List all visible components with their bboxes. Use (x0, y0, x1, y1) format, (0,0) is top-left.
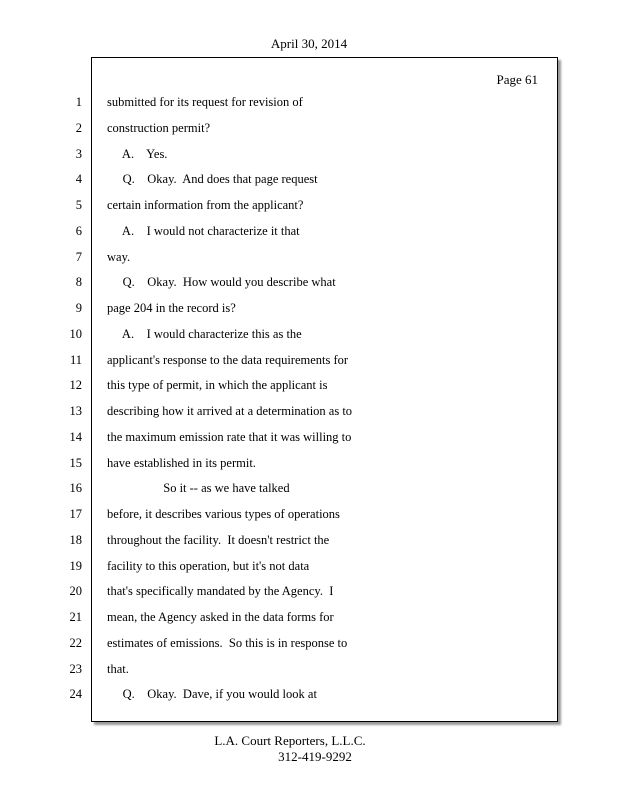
line-text: certain information from the applicant? (107, 198, 304, 212)
line-number: 13 (69, 404, 82, 418)
line-number: 20 (69, 584, 82, 598)
line-number: 16 (69, 481, 82, 495)
line-number: 17 (69, 507, 82, 521)
line-text: describing how it arrived at a determination as to (107, 404, 353, 418)
line-number: 22 (69, 636, 82, 650)
line-text: applicant's response to the data requirements for (107, 353, 349, 367)
line-number: 3 (75, 147, 82, 161)
line-number: 15 (69, 456, 82, 470)
line-text: have established in its permit. (107, 456, 256, 470)
page-number: Page 61 (496, 72, 538, 87)
line-text: A. I would not characterize it that (107, 224, 300, 238)
line-number: 1 (75, 95, 82, 109)
line-text: this type of permit, in which the applicant is (107, 378, 328, 392)
line-text: throughout the facility. It doesn't restrict the (107, 533, 330, 547)
line-text: A. I would characterize this as the (107, 327, 302, 341)
line-number: 8 (75, 275, 82, 289)
line-number: 9 (75, 301, 82, 315)
line-text: submitted for its request for revision of (107, 95, 303, 109)
line-text: mean, the Agency asked in the data forms for (107, 610, 334, 624)
line-text: that's specifically mandated by the Agency. I (107, 584, 334, 598)
line-number: 24 (69, 687, 82, 701)
line-number: 6 (75, 224, 82, 238)
line-number: 18 (69, 533, 82, 547)
line-text: Q. Okay. Dave, if you would look at (107, 687, 317, 701)
line-text: page 204 in the record is? (107, 301, 236, 315)
line-number: 23 (69, 662, 82, 676)
line-number: 11 (69, 353, 82, 367)
line-text: A. Yes. (107, 147, 168, 161)
line-text: Q. Okay. And does that page request (107, 172, 318, 186)
line-number: 4 (75, 172, 82, 186)
line-text: facility to this operation, but it's not data (107, 559, 310, 573)
line-number: 7 (75, 250, 82, 264)
court-reporter-firm: L.A. Court Reporters, L.L.C. (214, 733, 366, 748)
line-text: construction permit? (107, 121, 211, 135)
line-text: before, it describes various types of operations (107, 507, 340, 521)
line-text: Q. Okay. How would you describe what (107, 275, 336, 289)
line-number: 12 (69, 378, 82, 392)
line-text: the maximum emission rate that it was willing to (107, 430, 352, 444)
line-number: 5 (75, 198, 82, 212)
transcript-date: April 30, 2014 (270, 36, 348, 51)
line-number: 10 (69, 327, 82, 341)
line-number: 21 (69, 610, 82, 624)
line-text: So it -- as we have talked (107, 481, 290, 495)
line-text: estimates of emissions. So this is in response to (107, 636, 348, 650)
line-number: 14 (69, 430, 82, 444)
line-number: 19 (69, 559, 82, 573)
line-number: 2 (75, 121, 82, 135)
court-reporter-phone: 312-419-9292 (278, 749, 352, 764)
line-text: that. (107, 662, 129, 676)
line-text: way. (107, 250, 131, 264)
